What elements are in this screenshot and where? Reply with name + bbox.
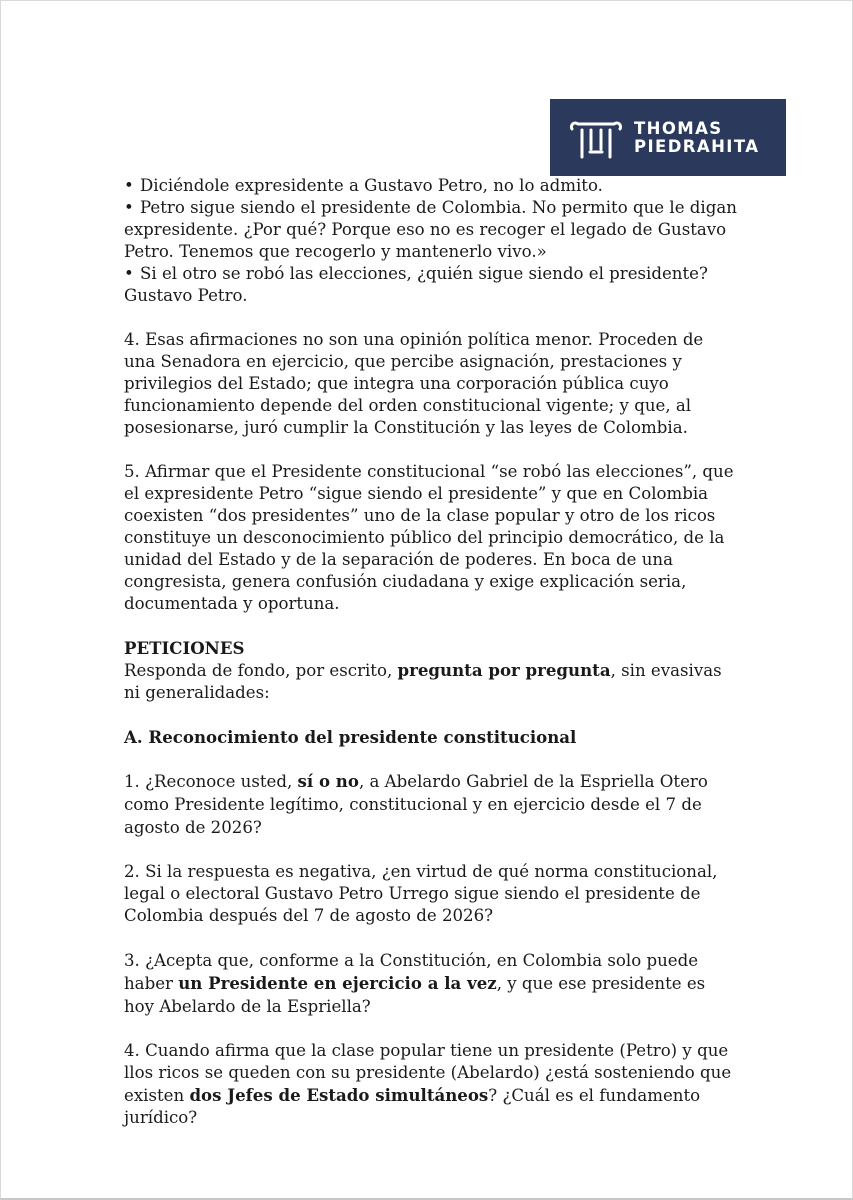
logo-line-2: PIEDRAHITA bbox=[634, 136, 760, 156]
bullet-mark: • bbox=[124, 176, 134, 195]
question-2: 2. Si la respuesta es negativa, ¿en virtud de qué norma constitucional, legal o electoral Gustavo Petro Urrego sigue siendo el presidente de Colombia después del 7 de agosto de 2026? bbox=[124, 862, 718, 925]
paragraph-4: 4. Esas afirmaciones no son una opinión política menor. Proceden de una Senadora en ejercicio, que percibe asignación, prestaciones y privilegios del Estado; que integra una corporación pública cuyo funcionamiento depende del orden constitucional vigente; y que, al posesionarse, juró cumplir la Constitución y las leyes de Colombia. bbox=[124, 330, 704, 437]
bullet-item bbox=[124, 263, 739, 307]
paragraph-5: 5. Afirmar que el Presidente constitucional “se robó las elecciones”, que el expresidente Petro “sigue siendo el presidente” y que en Colombia coexisten “dos presidentes” uno de la clase popular y otro de los ricos constituye un desconocimiento público del principio democrático, de la unidad del Estado y de la separación de poderes. En boca de una congresista, genera confusión ciudadana y exige explicación seria, documentada y oportuna. bbox=[124, 462, 734, 613]
logo-line-1: THOMAS bbox=[634, 118, 723, 138]
section-a-heading: A. Reconocimiento del presidente constitucional bbox=[124, 727, 577, 747]
columns-logo-icon bbox=[568, 115, 624, 161]
thomas-piedrahita-logo bbox=[550, 99, 786, 176]
bullet-item bbox=[124, 197, 739, 263]
peticiones-heading: PETICIONES bbox=[124, 638, 245, 658]
bullet-text: Diciéndole expresidente a Gustavo Petro, no lo admito. bbox=[140, 176, 603, 195]
document-body bbox=[124, 175, 739, 1129]
bullet-text: Si el otro se robó las elecciones, ¿quién sigue siendo el presidente? Gustavo Petro. bbox=[124, 264, 708, 305]
bullet-mark: • bbox=[124, 198, 134, 217]
bullet-item bbox=[124, 175, 739, 197]
peticiones-intro: Responda de fondo, por escrito, pregunta por pregunta, sin evasivas ni generalidades: bbox=[124, 660, 722, 702]
question-1: 1. ¿Reconoce usted, sí o no, a Abelardo Gabriel de la Espriella Otero como Presidente legítimo, constitucional y en ejercicio desde el 7 de agosto de 2026? bbox=[124, 771, 708, 837]
question-4: 4. Cuando afirma que la clase popular tiene un presidente (Petro) y que llos ricos se queden con su presidente (Abelardo) ¿está sosteniendo que existen dos Jefes de Estado simultáneos? ¿Cuál es el fundamento jurídico? bbox=[124, 1041, 732, 1127]
bullet-text: Petro sigue siendo el presidente de Colombia. No permito que le digan expresidente. ¿Por qué? Porque eso no es recoger el legado de Gustavo Petro. Tenemos que recogerlo y mantenerlo vivo.» bbox=[124, 198, 737, 261]
bullet-mark: • bbox=[124, 264, 134, 283]
question-3: 3. ¿Acepta que, conforme a la Constitución, en Colombia solo puede haber un Presidente en ejercicio a la vez, y que ese presidente es hoy Abelardo de la Espriella? bbox=[124, 951, 706, 1016]
